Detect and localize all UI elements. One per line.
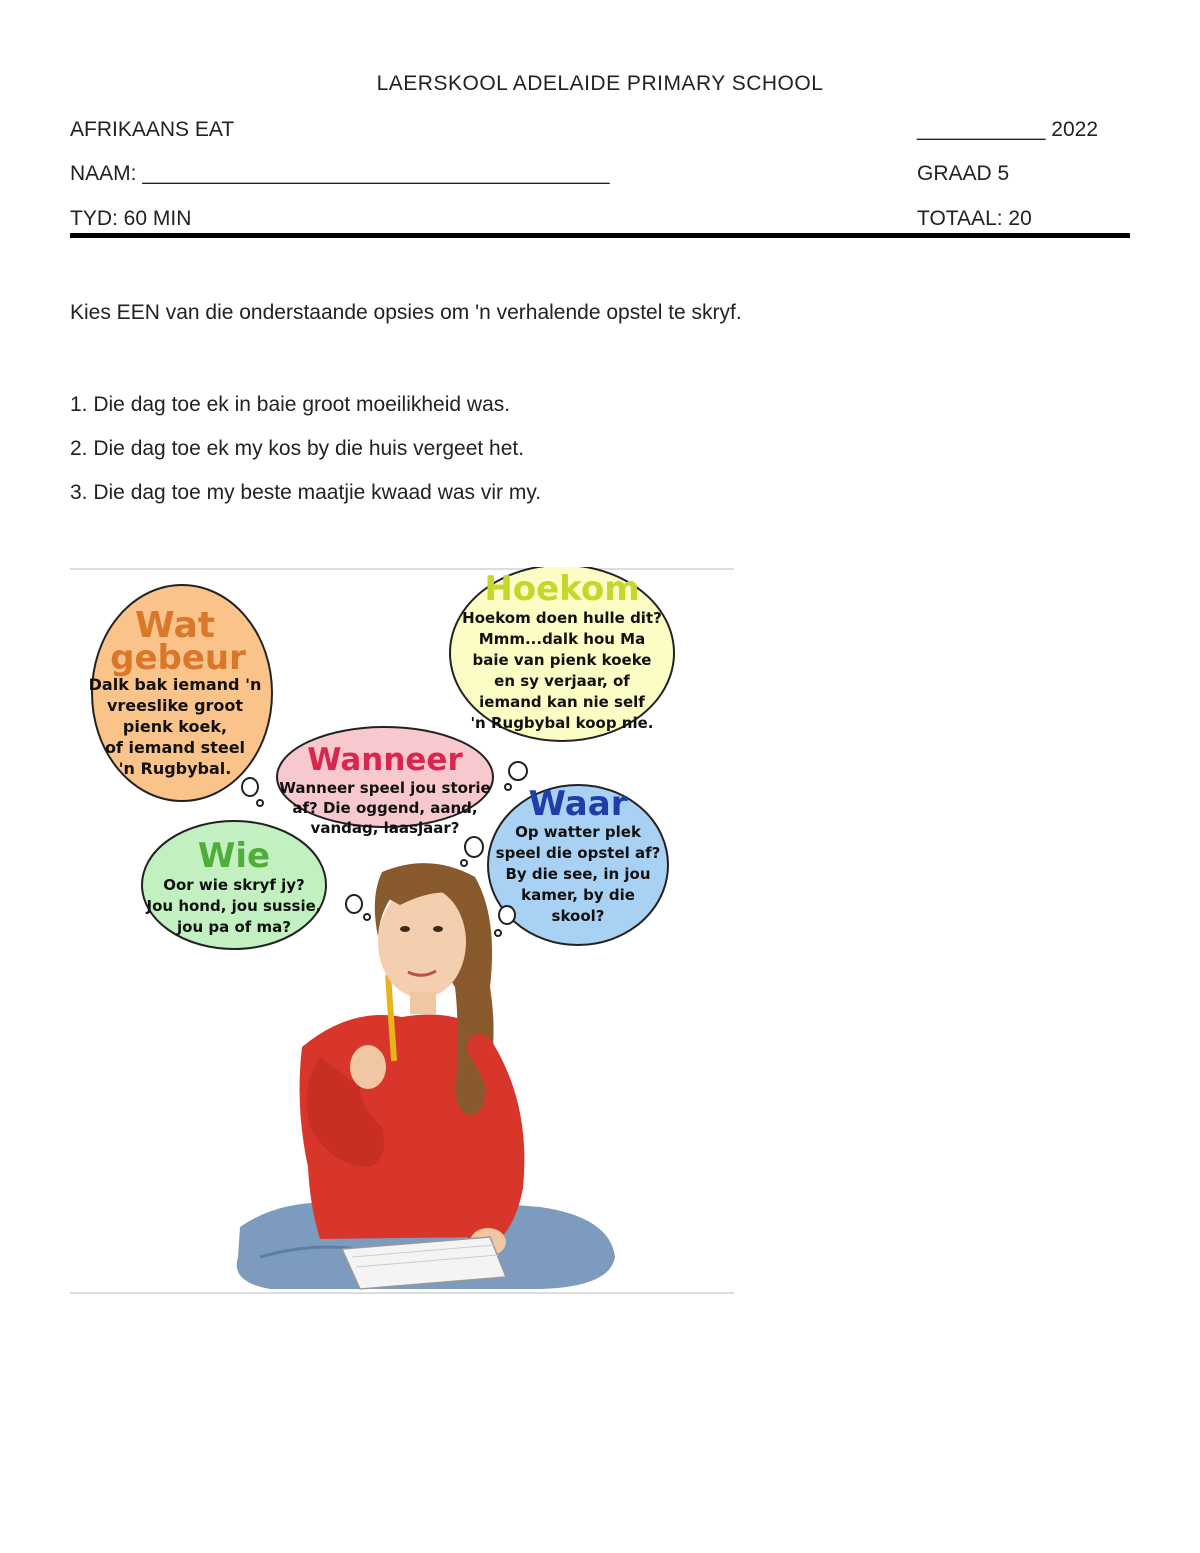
grade-label: GRAAD 5: [917, 162, 1010, 185]
bubble-wat-line-4: of iemand steel: [104, 738, 246, 757]
bubble-waar: [488, 784, 668, 945]
bubble-waar-line-3: By die see, in jou: [505, 865, 651, 883]
time-label: TYD: 60 MIN: [70, 207, 192, 230]
header-divider: [70, 233, 1130, 238]
bubble-wanneer-line-1: Wanneer speel jou storie: [279, 779, 491, 797]
bubble-hoekom-line-2: Mmm...dalk hou Ma: [478, 630, 646, 648]
bubble-wat-line-2: vreeslike groot: [106, 696, 244, 715]
bubble-hoekom-title: Hoekom: [484, 569, 640, 609]
bubble-wie-title: Wie: [197, 836, 271, 876]
bubble-wat-title: Wat: [135, 605, 215, 646]
bubble-wat-line-3: pienk koek,: [122, 717, 228, 736]
subject-label: AFRIKAANS EAT: [70, 118, 235, 141]
option-1: 1. Die dag toe ek in baie groot moeilikheid was.: [70, 393, 511, 416]
bubble-hoekom-line-1: Hoekom doen hulle dit?: [462, 609, 662, 627]
bubble-wat-line-1: Dalk bak iemand 'n: [88, 675, 262, 694]
bubble-wanneer-line-2: af? Die oggend, aand,: [292, 799, 478, 817]
bubble-waar-title: Waar: [528, 784, 628, 824]
bubble-wanneer: [277, 727, 493, 837]
bubble-hoekom-line-3: baie van pienk koeke: [472, 651, 652, 669]
option-3: 3. Die dag toe my beste maatjie kwaad was vir my.: [70, 481, 542, 504]
name-field: NAAM: ________________________________________: [70, 162, 610, 185]
bubble-wie-line-2: Jou hond, jou sussie,: [146, 897, 322, 915]
bubble-waar-line-2: speel die opstel af?: [495, 844, 661, 862]
bubble-waar-line-1: Op watter plek: [515, 823, 641, 841]
bubble-waar-line-5: skool?: [551, 907, 605, 925]
bubble-wie-line-3: jou pa of ma?: [177, 918, 291, 936]
option-2: 2. Die dag toe ek my kos by die huis vergeet het.: [70, 437, 525, 460]
instructions: Kies EEN van die onderstaande opsies om 'n verhalende opstel te skryf.: [70, 301, 742, 324]
bubble-wat-title-2: gebeur: [110, 638, 246, 678]
bubble-hoekom: [450, 567, 674, 741]
year-field: ___________ 2022: [917, 118, 1099, 141]
bubble-hoekom-line-4: en sy verjaar, of: [494, 672, 630, 690]
illustration-svg: [70, 567, 734, 1295]
bubble-wie: [142, 821, 326, 949]
bubble-wie-line-1: Oor wie skryf jy?: [163, 876, 305, 894]
bubble-hoekom-line-6: 'n Rugbybal koop nie.: [470, 714, 654, 732]
bubble-hoekom-line-5: iemand kan nie self: [479, 693, 645, 711]
bubble-wanneer-title: Wanneer: [307, 742, 463, 778]
bubble-wanneer-line-3: vandag, laasjaar?: [310, 819, 460, 837]
school-title: LAERSKOOL ADELAIDE PRIMARY SCHOOL: [376, 72, 824, 95]
bubble-wat-line-5: 'n Rugbybal.: [118, 759, 232, 778]
bubble-wat-gebeur: [89, 585, 272, 801]
bubble-waar-line-4: kamer, by die: [521, 886, 635, 904]
story-planning-illustration: [70, 567, 734, 1295]
total-label: TOTAAL: 20: [917, 207, 1032, 230]
